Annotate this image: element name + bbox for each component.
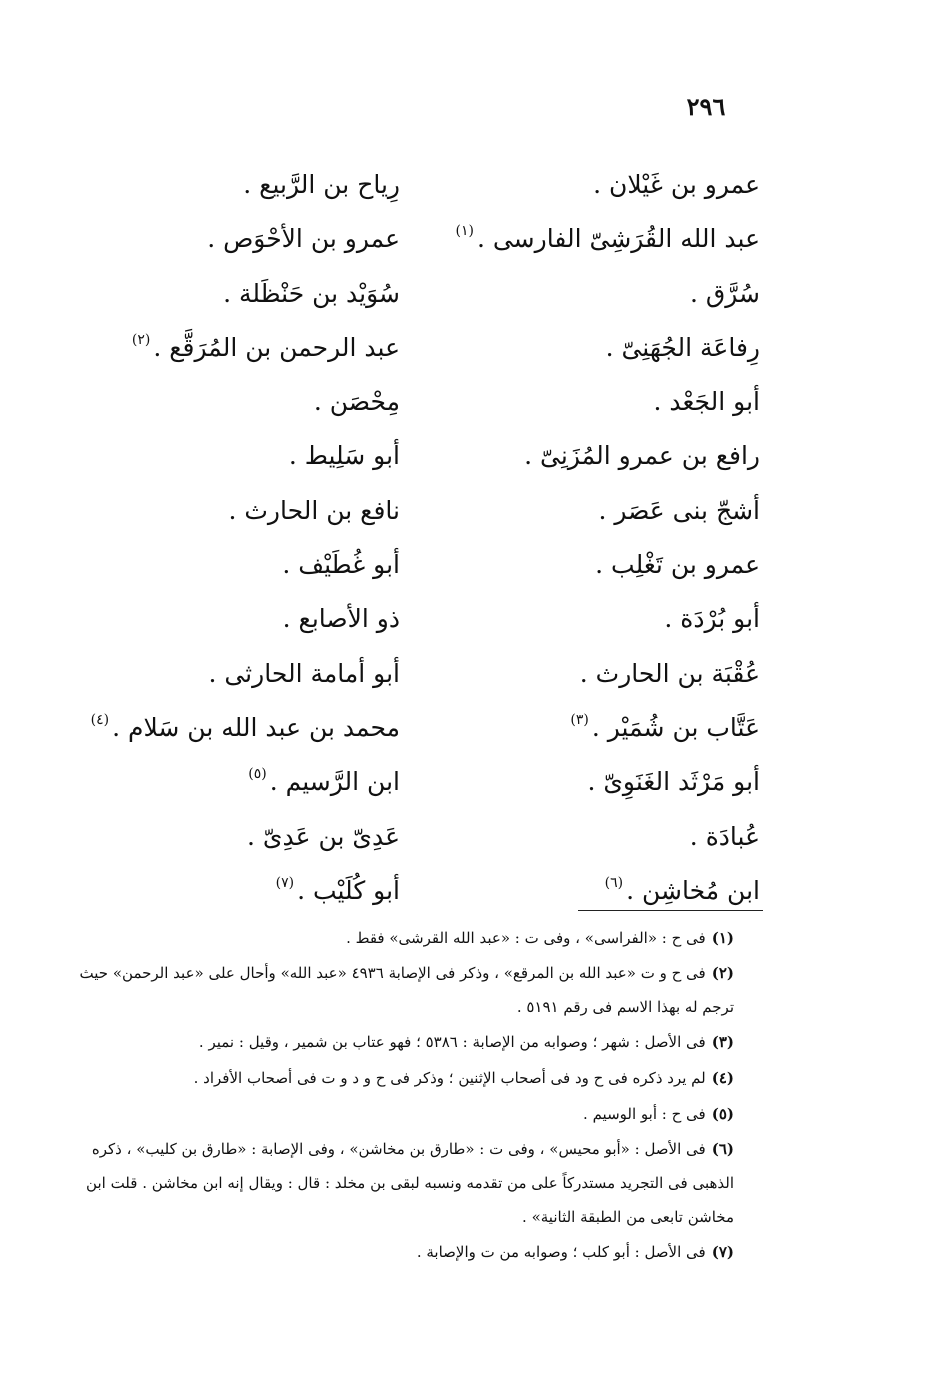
name-text: أبو سَلِيط . bbox=[288, 441, 400, 471]
name-text: أبو مَرْثَد الغَنَوِىّ . bbox=[587, 767, 760, 797]
name-entry bbox=[420, 367, 760, 421]
footnote-ref: (٣) bbox=[570, 711, 589, 728]
name-text: أبو غُطَيْف . bbox=[282, 550, 400, 580]
footnote-text: فى ح : «الفراسى» ، وفى ت : «عبد الله القرشى» فقط . bbox=[346, 929, 706, 947]
name-entry bbox=[420, 421, 760, 475]
name-text: عبد الله القُرَشِىّ الفارسى . bbox=[476, 224, 760, 254]
name-text: سُوَيْد بن حَنْظَلة . bbox=[223, 278, 400, 308]
footnote-ref: (٧) bbox=[275, 874, 295, 891]
footnote bbox=[74, 1132, 764, 1234]
name-text: سُرَّق . bbox=[689, 278, 760, 308]
page-number: ٢٩٦ bbox=[686, 92, 726, 121]
name-text: محمد بن عبد الله بن سَلام . bbox=[112, 712, 400, 742]
name-text: أشجّ بنى عَصَر . bbox=[598, 495, 760, 525]
footnote bbox=[74, 1060, 764, 1096]
name-text: عمرو بن غَيْلان . bbox=[593, 170, 760, 199]
name-entry bbox=[60, 367, 400, 421]
footnote-ref: (٦) bbox=[604, 874, 624, 891]
name-entry bbox=[60, 856, 400, 910]
name-text: رافع بن عمرو المُزَنِىّ . bbox=[524, 441, 760, 471]
name-text: عمرو بن تَغْلِب . bbox=[595, 550, 760, 580]
footnote-marker: (٤) bbox=[711, 1069, 734, 1087]
name-entry bbox=[60, 584, 400, 638]
name-entry bbox=[420, 747, 760, 801]
footnote bbox=[74, 1024, 764, 1060]
footnote-marker: (٢) bbox=[711, 964, 734, 982]
name-entry bbox=[60, 204, 400, 258]
right-name-column bbox=[420, 150, 760, 910]
name-text: أبو أمامة الحارثى . bbox=[208, 658, 400, 688]
footnote-ref: (٤) bbox=[90, 711, 110, 728]
name-text: عمرو بن الأحْوَص . bbox=[207, 224, 400, 254]
footnote-text: فى ح : أبو الوسيم . bbox=[583, 1105, 706, 1123]
name-entry bbox=[60, 421, 400, 475]
name-entry bbox=[420, 476, 760, 530]
footnote-marker: (١) bbox=[711, 929, 734, 947]
footnote-divider bbox=[578, 910, 763, 911]
footnote-ref: (٢) bbox=[131, 331, 151, 348]
footnote-ref: (٥) bbox=[248, 766, 267, 783]
footnote-text: فى ح و ت «عبد الله بن المرقع» ، وذكر فى الإصابة ٤٩٣٦ «عبد الله» وأحال على «عبد الرحمن» حيث ترجم له بهذا الاسم فى رقم ٥١٩١ . bbox=[79, 964, 734, 1016]
name-entry bbox=[60, 693, 400, 747]
footnotes bbox=[74, 920, 764, 1270]
name-text: عَدِىّ بن عَدِىّ . bbox=[247, 821, 400, 851]
footnote bbox=[74, 956, 764, 1024]
footnote-text: لم يرد ذكره فى ح ود فى أصحاب الإثنين ؛ وذكر فى ح و د و ت فى أصحاب الأفراد . bbox=[193, 1069, 706, 1087]
footnote-text: فى الأصل : «أبو محيس» ، وفى ت : «طارق بن مخاشن» ، وفى الإصابة : «طارق بن كليب» ، ذكره الذهبى فى التجريد مستدركاً على من تقدمه ونسبه لبقى بن مخلد : قال : ويقال إنه ابن مخاشن . قلت ابن مخاشن تابعى من الطبقة الثانية» . bbox=[86, 1140, 734, 1226]
footnote-ref: (١) bbox=[455, 223, 474, 240]
left-name-column bbox=[60, 150, 400, 910]
footnote-marker: (٣) bbox=[711, 1033, 734, 1051]
name-text: أبو الجَعْد . bbox=[653, 387, 760, 417]
name-entry bbox=[420, 693, 760, 747]
footnote bbox=[74, 1096, 764, 1132]
name-entry bbox=[420, 530, 760, 584]
footnote-marker: (٦) bbox=[711, 1140, 734, 1158]
name-entry bbox=[420, 313, 760, 367]
name-entry bbox=[60, 530, 400, 584]
name-text: أبو كُلَيْب . bbox=[297, 875, 400, 905]
footnote bbox=[74, 1234, 764, 1270]
name-text: عبد الرحمن بن المُرَقَّع . bbox=[153, 332, 400, 362]
name-entry bbox=[60, 476, 400, 530]
name-entry bbox=[60, 313, 400, 367]
name-text: عَتَّاب بن شُمَيْر . bbox=[591, 712, 760, 742]
name-entry bbox=[60, 150, 400, 204]
name-entry bbox=[420, 204, 760, 258]
name-entry bbox=[420, 802, 760, 856]
footnote-text: فى الأصل : شهر ؛ وصوابه من الإصابة : ٥٣٨٦ ؛ فهو عتاب بن شمير ، وقيل : نمير . bbox=[198, 1033, 706, 1051]
name-entry bbox=[60, 639, 400, 693]
name-text: ذو الأصابع . bbox=[282, 604, 400, 634]
name-entry bbox=[420, 856, 760, 910]
name-text: عُبادَة . bbox=[689, 821, 760, 851]
name-entry bbox=[420, 584, 760, 638]
name-entry bbox=[420, 639, 760, 693]
name-text: نافع بن الحارث . bbox=[228, 495, 400, 525]
name-entry bbox=[60, 802, 400, 856]
name-text: مِحْصَن . bbox=[313, 387, 400, 417]
footnote-text: فى الأصل : أبو كلب ؛ وصوابه من ت والإصابة . bbox=[416, 1243, 706, 1261]
name-text: ابن مُخاشِن . bbox=[626, 875, 760, 905]
name-text: رِفاعَة الجُهَنِىّ . bbox=[605, 332, 760, 362]
footnote-marker: (٧) bbox=[711, 1243, 734, 1261]
name-entry bbox=[60, 747, 400, 801]
name-entry bbox=[60, 259, 400, 313]
name-entry bbox=[420, 150, 760, 204]
name-entry bbox=[420, 259, 760, 313]
footnote-marker: (٥) bbox=[711, 1105, 734, 1123]
name-text: رِياح بن الرَّبيع . bbox=[243, 170, 400, 199]
footnote bbox=[74, 920, 764, 956]
name-text: عُقْبَة بن الحارث . bbox=[579, 658, 760, 688]
name-text: أبو بُرْدَة . bbox=[664, 604, 760, 634]
name-text: ابن الرَّسيم . bbox=[269, 767, 400, 797]
